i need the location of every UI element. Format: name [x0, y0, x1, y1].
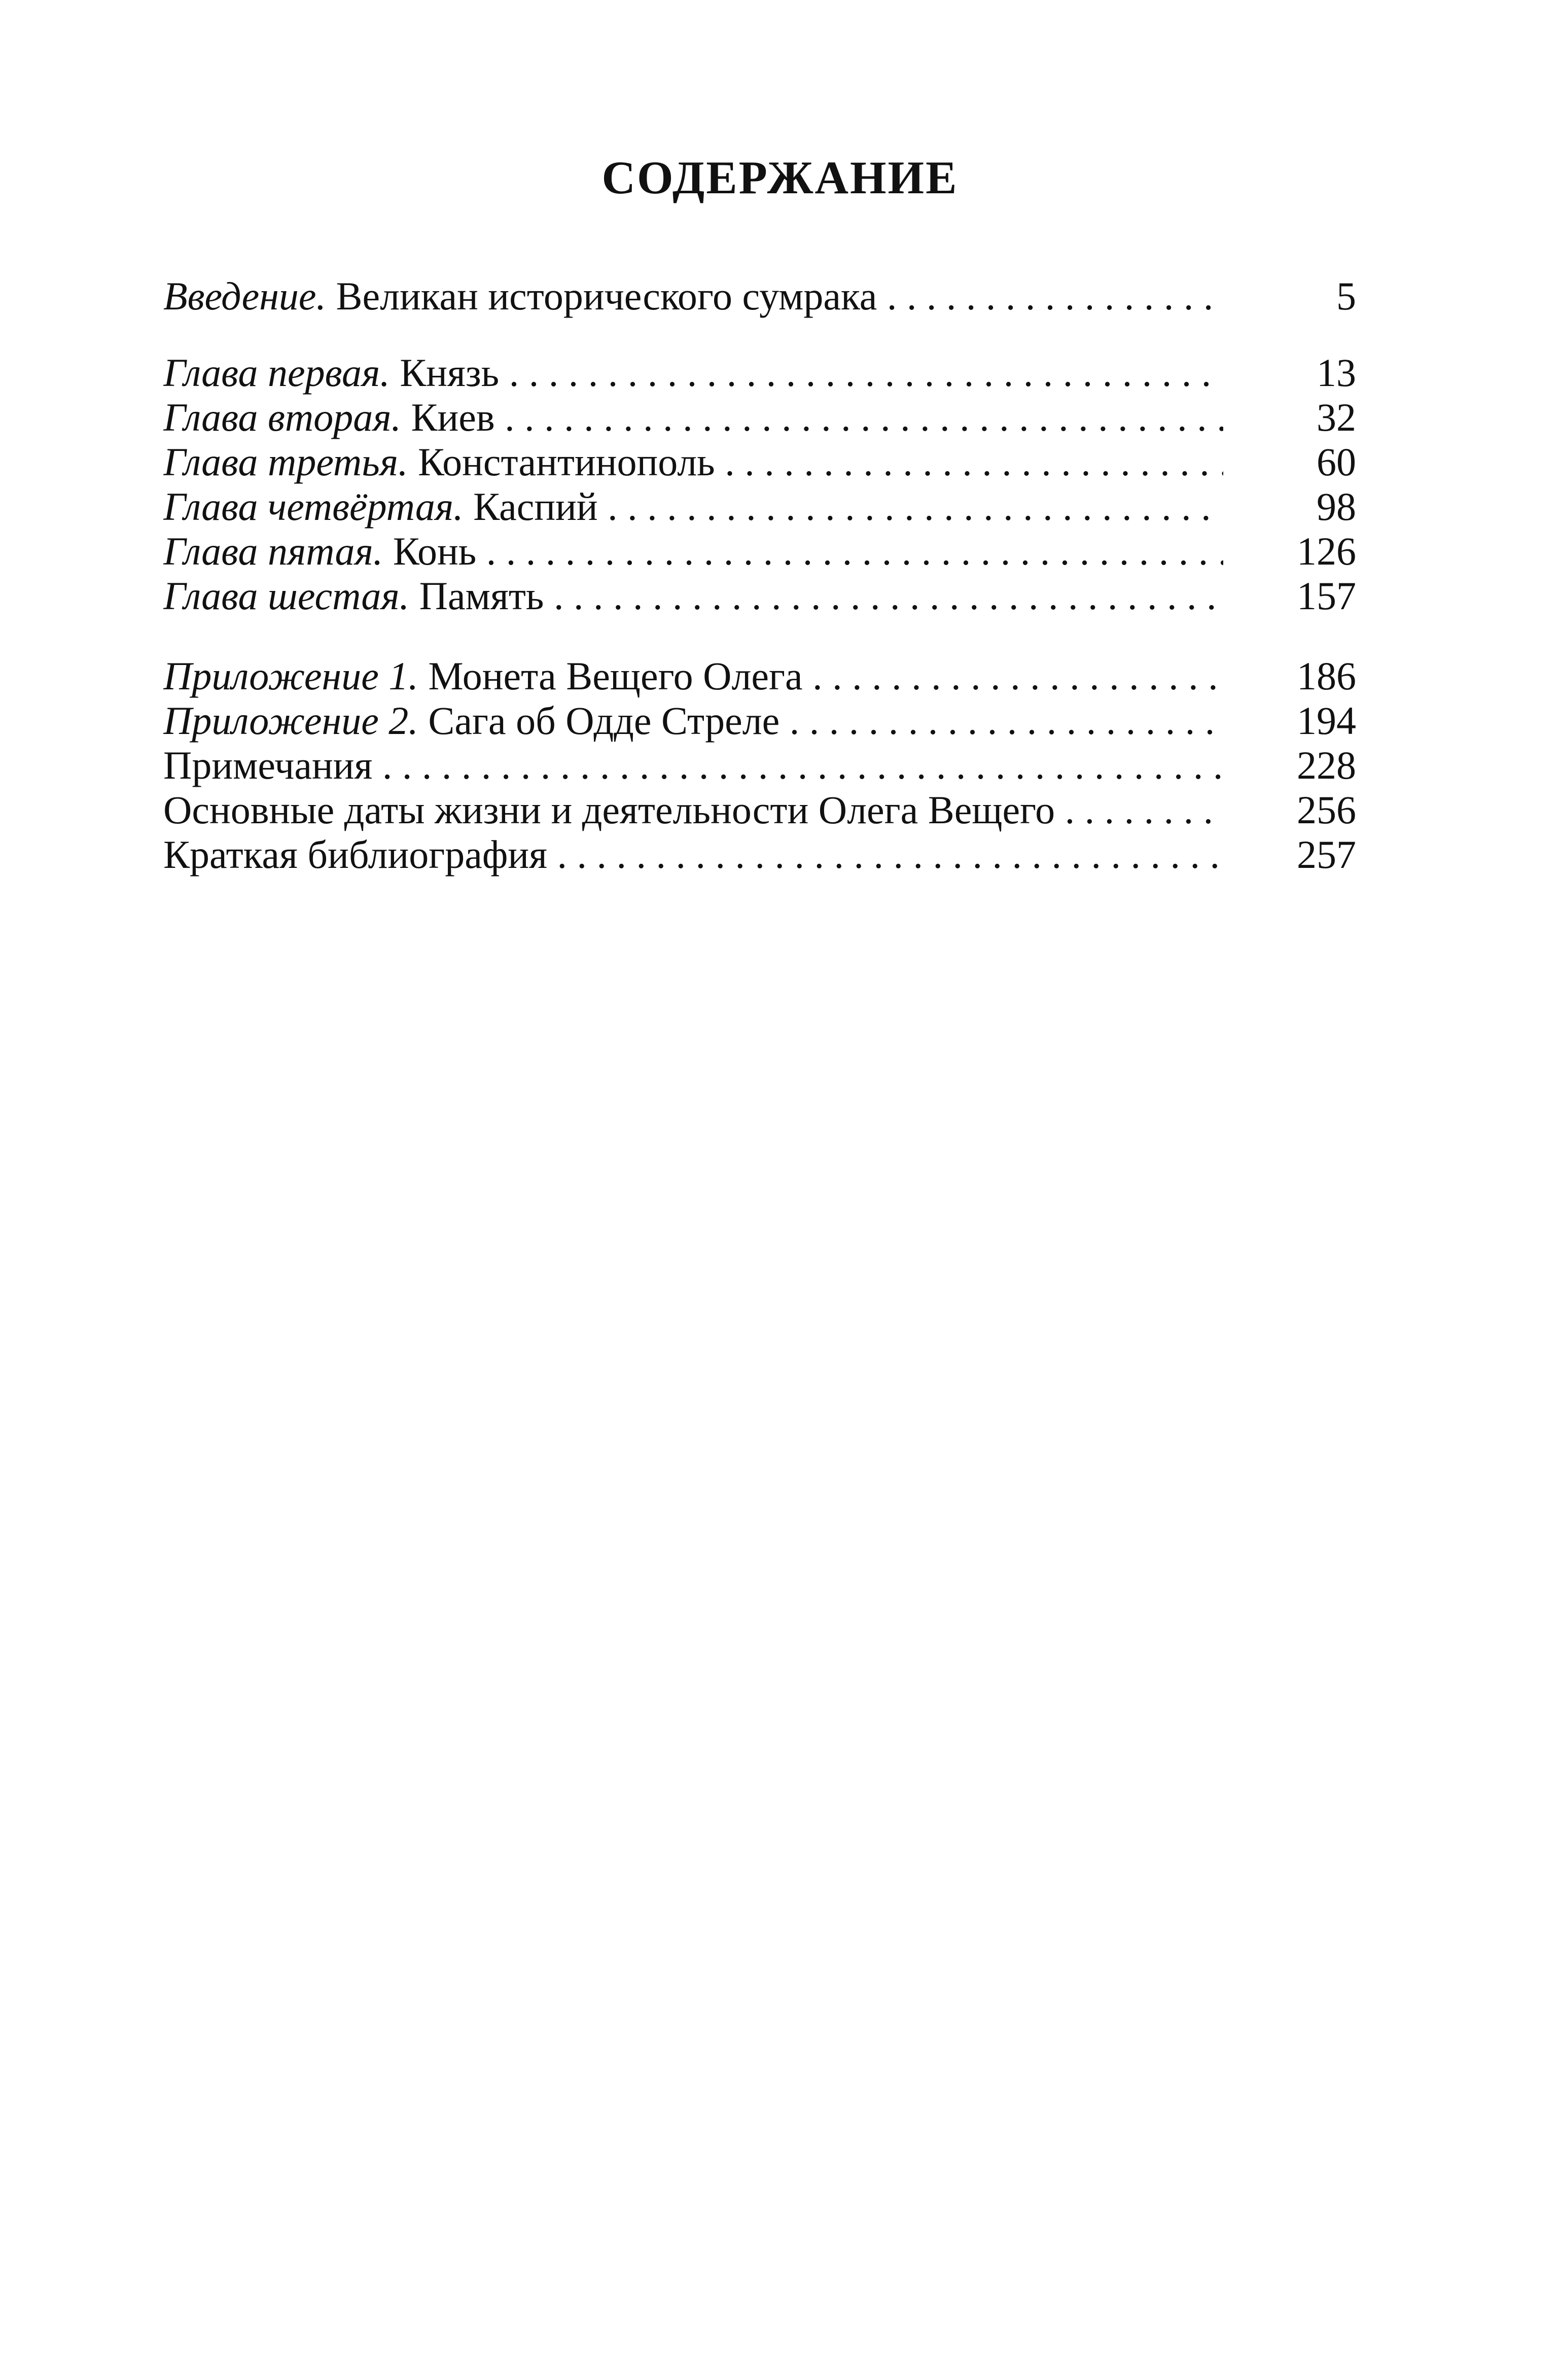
toc-entry-title: Каспий [463, 484, 598, 529]
toc-entry-title: Князь [389, 351, 500, 395]
toc-entry-title: Память [409, 574, 544, 618]
toc-entry-page: 126 [1297, 529, 1356, 573]
toc-entry-title: Примечания [163, 743, 373, 787]
toc-entry-label: Приложение 1. [163, 654, 418, 698]
toc-entry-chapter-2 [163, 395, 1356, 440]
toc-entry-chapter-4 [163, 484, 1356, 529]
toc-entry-chapter-6 [163, 574, 1356, 618]
toc-entry-appendix-2 [163, 698, 1356, 743]
toc-entry-title: Киев [401, 395, 495, 439]
toc-entry-title: Основные даты жизни и деятельности Олега Вещего [163, 788, 1055, 832]
toc-entry-label: Глава третья. [163, 440, 408, 484]
toc-entry-chapter-3 [163, 440, 1356, 484]
page-title: СОДЕРЖАНИЕ [601, 152, 959, 203]
toc-entry-label: Глава шестая. [163, 574, 410, 618]
toc-entry-page: 60 [1317, 440, 1356, 484]
toc-entry-page: 228 [1297, 743, 1356, 787]
toc-entry-title: Великан исторического сумрака [326, 274, 877, 318]
toc-entry-label: Приложение 2. [163, 698, 418, 743]
toc-entry-label: Глава вторая. [163, 395, 401, 439]
toc-entry-page: 5 [1336, 274, 1356, 318]
toc-entry-title: Монета Вещего Олега [418, 654, 803, 698]
toc-entry-label: Глава пятая. [163, 529, 383, 573]
toc-entry-page: 194 [1297, 698, 1356, 743]
toc-entry-bibliography [163, 832, 1356, 877]
toc-entry-title: Константинополь [408, 440, 715, 484]
toc-entry-label: Глава первая. [163, 351, 390, 395]
toc-entry-page: 256 [1297, 788, 1356, 832]
toc-entry-label: Глава четвёртая. [163, 484, 464, 529]
toc-entry-dates [163, 788, 1356, 832]
toc-entry-title: Конь [383, 529, 477, 573]
toc-entry-title: Краткая библиография [163, 832, 548, 877]
toc-entry-chapter-1 [163, 351, 1356, 395]
toc-entry-notes [163, 743, 1356, 788]
toc-entry-page: 32 [1317, 395, 1356, 439]
toc-entry-page: 186 [1297, 654, 1356, 698]
toc-entry-appendix-1 [163, 654, 1356, 698]
toc-entry-title: Сага об Одде Стреле [418, 698, 780, 743]
toc-entry-chapter-5 [163, 529, 1356, 574]
toc-entry-introduction [163, 274, 1356, 319]
toc-entry-page: 98 [1317, 484, 1356, 529]
toc-entry-label: Введение. [163, 274, 327, 318]
toc-entry-page: 13 [1317, 351, 1356, 395]
toc-entry-page: 157 [1297, 574, 1356, 618]
toc-entry-page: 257 [1297, 832, 1356, 877]
